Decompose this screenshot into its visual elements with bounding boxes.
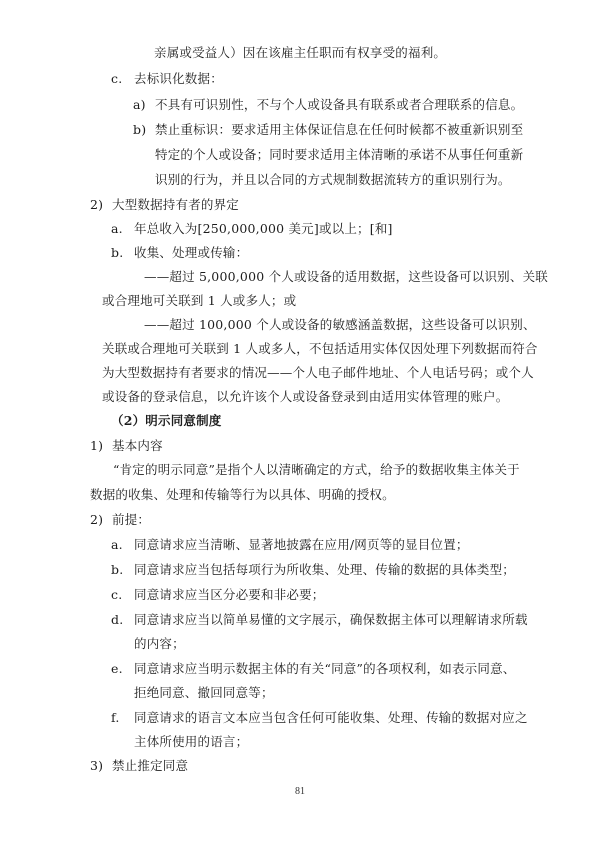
list-item-e [111,660,515,678]
list-marker: a. [111,537,123,552]
line-text: 同意请求的语言文本应当包含任何可能收集、处理、传输的数据对应之 [134,710,528,725]
list-item-a [111,220,393,238]
list-marker: 1) [90,438,104,453]
list-marker: b. [111,562,124,577]
text-line [134,684,274,702]
line-text: 年总收入为[250,000,000 美元]或以上；[和] [134,221,393,236]
line-text: 或合理地可关联到 1 人或多人；或 [102,293,297,308]
text-line [102,340,538,358]
line-text: 禁止重标识：要求适用主体保证信息在任何时候都不被重新识别至 [155,122,524,137]
line-text: 主体所使用的语言； [134,734,249,749]
line-text: 关联或合理地可关联到 1 人或多人，不包括适用实体仅因处理下列数据而符合 [102,341,538,356]
list-marker: a) [133,97,146,112]
list-marker: 2) [90,512,104,527]
list-marker: e. [111,661,123,676]
list-marker: c. [111,587,123,602]
text-line [144,316,536,334]
page-number: 81 [295,786,305,797]
line-text: 同意请求应当区分必要和非必要； [134,587,325,602]
text-line [155,146,523,164]
line-text: 基本内容 [112,438,163,453]
line-text: 或设备的登录信息，以允许该个人或设备登录到由适用实体管理的账户。 [102,389,509,404]
text-line [134,733,248,751]
list-marker: c. [111,71,123,86]
text-line [113,461,520,479]
text-line [155,171,511,189]
line-text: 同意请求应当清晰、显著地披露在应用/网页等的显目位置； [134,537,469,552]
line-text: 收集、处理或传输： [134,245,249,260]
list-marker: f. [111,710,120,725]
list-item-c [111,70,223,88]
list-marker: b. [111,245,124,260]
line-text: “肯定的明示同意”是指个人以清晰确定的方式，给予的数据收集主体关于 [113,462,520,477]
line-text: 禁止推定同意 [112,758,189,773]
list-item-d [111,611,528,629]
line-text: 去标识化数据： [134,71,223,86]
text-line [154,44,446,62]
text-line [102,292,296,310]
line-text: 特定的个人或设备；同时要求适用主体清晰的承诺不从事任何重新 [155,147,524,162]
text-line [134,635,185,653]
numbered-item-1 [90,437,163,455]
line-text: 识别的行为，并且以合同的方式规制数据流转方的重识别行为。 [155,172,511,187]
list-item-b [111,244,248,262]
text-line [144,268,548,286]
list-item-b [111,561,515,579]
numbered-item-2b [90,511,150,529]
line-text: ——超过 100,000 个人或设备的敏感涵盖数据，这些设备可以识别、 [144,317,536,332]
list-marker: a. [111,221,123,236]
list-marker: 3) [90,758,104,773]
text-line [102,388,508,406]
section-heading-2 [111,412,222,430]
heading-text: （2）明示同意制度 [111,413,222,428]
section-heading: 大型数据持有者的界定 [112,197,240,212]
text-line [90,486,395,504]
line-text: 前提： [112,512,151,527]
line-text: 的内容； [134,636,185,651]
line-text: 同意请求应当包括每项行为所收集、处理、传输的数据的具体类型； [134,562,516,577]
list-marker: d. [111,612,124,627]
line-text: 亲属或受益人）因在该雇主任职而有权享受的福利。 [154,45,447,60]
numbered-item-2 [90,196,239,214]
line-text: 同意请求应当以简单易懂的文字展示，确保数据主体可以理解请求所载 [134,612,528,627]
list-item-c [111,586,325,604]
numbered-item-3 [90,757,188,775]
list-marker: b) [133,122,147,137]
line-text: 为大型数据持有者要求的情况——个人电子邮件地址、个人电话号码；或个人 [102,365,534,380]
line-text: 数据的收集、处理和传输等行为以具体、明确的授权。 [90,487,395,502]
line-text: 同意请求应当明示数据主体的有关“同意”的各项权利，如表示同意、 [134,661,516,676]
list-item-a [111,536,469,554]
line-text: ——超过 5,000,000 个人或设备的适用数据，这些设备可以识别、关联 [144,269,548,284]
sub-item-a [133,96,523,114]
text-line [102,364,534,382]
line-text: 拒绝同意、撤回同意等； [134,685,274,700]
list-marker: 2) [90,197,104,212]
line-text: 不具有可识别性，不与个人或设备具有联系或者合理联系的信息。 [155,97,524,112]
sub-item-b [133,121,523,139]
list-item-f [111,709,528,727]
